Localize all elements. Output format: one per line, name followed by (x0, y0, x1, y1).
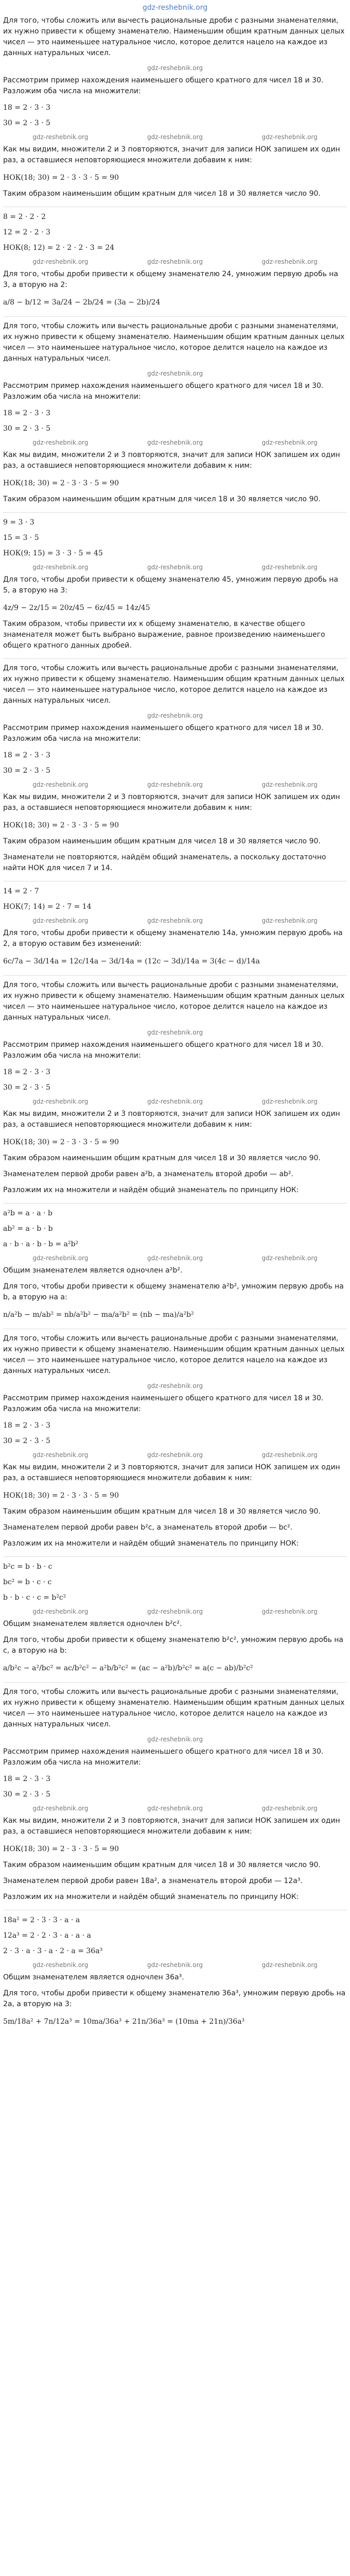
paragraph: Как мы видим, множители 2 и 3 повторяются, значит для записи НОК запишем их один раз, а оставшиеся неповторяющиеся множители добавим к ним: (3, 451, 340, 470)
formula-line: 18a² = 2 · 3 · 3 · a · a (3, 1916, 80, 1924)
paragraph: Рассмотрим пример нахождения наименьшего общего кратного для чисел 18 и 30. Разложим оба числа на множители: (3, 1748, 324, 1767)
paragraph: Рассмотрим пример нахождения наименьшего общего кратного для чисел 18 и 30. Разложим оба числа на множители: (3, 1394, 324, 1413)
watermark: gdz-reshebnik.org (147, 781, 203, 788)
formula-line: 30 = 2 · 3 · 5 (3, 767, 50, 775)
formula-line: 18 = 2 · 3 · 3 (3, 1775, 50, 1783)
formula-line: НОК(18; 30) = 2 · 3 · 3 · 5 = 90 (3, 1492, 119, 1500)
watermark: gdz-reshebnik.org (147, 564, 203, 571)
paragraph: Для того, чтобы сложить или вычесть рациональные дроби с разными знаменателями, их нужно привести к общему знаменателю. Наименьшим общим кратным данных целых чисел — это наименьшее натуральное число, которое делится нацело на каждое из данных натуральных чисел. (3, 664, 345, 705)
formula-line: bc² = b · c · c (3, 1578, 52, 1586)
paragraph: Для того, чтобы дроби привести к общему знаменателю 24, умножим первую дробь на 3, а вторую на 2: (3, 270, 339, 289)
paragraph: Для того, чтобы дроби привести к общему знаменателю 36a³, умножим первую дробь на 2a, а вторую на 3: (3, 1989, 346, 2008)
watermark-row (3, 563, 347, 571)
paragraph: Таким образом наименьшим общим кратным для чисел 18 и 30 является число 90. (3, 1507, 321, 1516)
solution-block (3, 1203, 347, 1321)
paragraph: Для того, чтобы дроби привести к общему знаменателю 45, умножим первую дробь на 5, а вторую на 3: (3, 575, 339, 595)
watermark: gdz-reshebnik.org (32, 781, 89, 788)
paragraph: Как мы видим, множители 2 и 3 повторяются, значит для записи НОК запишем их один раз, а оставшиеся неповторяющиеся множители добавим к ним: (3, 1817, 340, 1836)
solution-block (3, 512, 347, 651)
paragraph: Таким образом наименьшим общим кратным для чисел 18 и 30 является число 90. (3, 1861, 321, 1869)
formula-line: НОК(18; 30) = 2 · 3 · 3 · 5 = 90 (3, 1138, 119, 1146)
paragraph: Таким образом наименьшим общим кратным для чисел 18 и 30 является число 90. (3, 1154, 321, 1162)
watermark-row (3, 781, 347, 789)
watermark: gdz-reshebnik.org (261, 133, 318, 141)
watermark: gdz-reshebnik.org (261, 781, 318, 788)
paragraph: Рассмотрим пример нахождения наименьшего общего кратного для чисел 18 и 30. Разложим оба числа на множители: (3, 724, 324, 743)
watermark: gdz-reshebnik.org (147, 1805, 203, 1812)
formula-line: 30 = 2 · 3 · 5 (3, 1437, 50, 1445)
paragraph: Общим знаменателем является одночлен a²b². (3, 1266, 183, 1275)
paragraph: Как мы видим, множители 2 и 3 повторяются, значит для записи НОК запишем их один раз, а оставшиеся неповторяющиеся множители добавим к ним: (3, 145, 340, 164)
watermark: gdz-reshebnik.org (147, 1451, 203, 1459)
watermark: gdz-reshebnik.org (261, 564, 318, 571)
watermark-row (3, 1254, 347, 1262)
solution-block (3, 1910, 347, 2028)
watermark: gdz-reshebnik.org (147, 133, 203, 141)
paragraph: Для того, чтобы дроби привести к общему знаменателю a²b², умножим первую дробь на b, а вторую на a: (3, 1282, 344, 1301)
watermark: gdz-reshebnik.org (32, 1805, 89, 1812)
formula-line: НОК(7; 14) = 2 · 7 = 14 (3, 903, 92, 911)
paragraph: Разложим их на множители и найдём общий знаменатель по принципу НОК: (3, 1186, 299, 1194)
watermark: gdz-reshebnik.org (147, 258, 203, 265)
formula-line: 30 = 2 · 3 · 5 (3, 119, 50, 127)
watermark: gdz-reshebnik.org (147, 1736, 203, 1743)
watermark: gdz-reshebnik.org (261, 1961, 318, 1969)
paragraph: Для того, чтобы сложить или вычесть рациональные дроби с разными знаменателями, их нужно привести к общему знаменателю. Наименьшим общим кратным данных целых чисел — это наименьшее натуральное число, которое делится нацело на каждое из данных натуральных чисел. (3, 1688, 345, 1728)
formula-line: 30 = 2 · 3 · 5 (3, 1083, 50, 1092)
watermark-row (3, 133, 347, 141)
paragraph: Для того, чтобы сложить или вычесть рациональные дроби с разными знаменателями, их нужно привести к общему знаменателю. Наименьшим общим кратным данных целых чисел — это наименьшее натуральное число, которое делится нацело на каждое из данных натуральных чисел. (3, 322, 345, 363)
watermark-row (3, 258, 347, 266)
formula-line: 12 = 2 · 2 · 3 (3, 228, 50, 236)
watermark: gdz-reshebnik.org (261, 1451, 318, 1459)
formula-line: n/a²b − m/ab² = nb/a²b² − ma/a²b² = (nb − ma)/a²b² (3, 1311, 194, 1319)
paragraph: Разложим их на множители и найдём общий знаменатель по принципу НОК: (3, 1893, 299, 1901)
paragraph: Общим знаменателем является одночлен 36a³. (3, 1973, 184, 1981)
formula-line: 18 = 2 · 3 · 3 (3, 409, 50, 417)
formula-line: 30 = 2 · 3 · 5 (3, 1790, 50, 1799)
watermark: gdz-reshebnik.org (261, 1098, 318, 1105)
paragraph: Для того, чтобы дроби привести к общему знаменателю b²c², умножим первую дробь на c, а вторую на b: (3, 1636, 344, 1655)
watermark: gdz-reshebnik.org (147, 1382, 203, 1389)
paragraph: Таким образом наименьшим общим кратным для чисел 18 и 30 является число 90. (3, 190, 321, 198)
solution-block (3, 881, 347, 968)
formula-line: НОК(18; 30) = 2 · 3 · 3 · 5 = 90 (3, 1845, 119, 1853)
watermark: gdz-reshebnik.org (261, 258, 318, 265)
formula-line: 30 = 2 · 3 · 5 (3, 425, 50, 433)
watermark: gdz-reshebnik.org (261, 1255, 318, 1262)
paragraph: Как мы видим, множители 2 и 3 повторяются, значит для записи НОК запишем их один раз, а оставшиеся неповторяющиеся множители добавим к ним: (3, 1463, 340, 1482)
formula-line: 15 = 3 · 5 (3, 534, 39, 542)
watermark: gdz-reshebnik.org (32, 564, 89, 571)
watermark: gdz-reshebnik.org (32, 917, 89, 924)
watermark: gdz-reshebnik.org (261, 917, 318, 924)
solution-block (3, 658, 347, 874)
solution-block (3, 1329, 347, 1549)
watermark-row (3, 1607, 347, 1616)
watermark: gdz-reshebnik.org (147, 64, 203, 72)
formula-line: НОК(9; 15) = 3 · 3 · 5 = 45 (3, 549, 103, 557)
solution-block (3, 975, 347, 1196)
content (3, 15, 347, 2028)
paragraph: Для того, чтобы сложить или вычесть рациональные дроби с разными знаменателями, их нужно привести к общему знаменателю. Наименьшим общим кратным данных целых чисел — это наименьшее натуральное число, которое делится нацело на каждое из данных натуральных чисел. (3, 1334, 345, 1375)
formula-line: 14 = 2 · 7 (3, 887, 39, 895)
solution-block (3, 15, 347, 199)
formula-line: a/8 − b/12 = 3a/24 − 2b/24 = (3a − 2b)/24 (3, 298, 161, 307)
watermark: gdz-reshebnik.org (261, 439, 318, 446)
solution-block (3, 316, 347, 505)
watermark-row (3, 1097, 347, 1106)
watermark: gdz-reshebnik.org (32, 1961, 89, 1969)
watermark: gdz-reshebnik.org (147, 439, 203, 446)
site-header[interactable]: gdz-reshebnik.org (142, 4, 208, 12)
solution-block (3, 1556, 347, 1675)
paragraph: Разложим их на множители и найдём общий знаменатель по принципу НОК: (3, 1539, 299, 1548)
formula-line: 18 = 2 · 3 · 3 (3, 1068, 50, 1076)
formula-line: 12a³ = 2 · 2 · 3 · a · a · a (3, 1931, 91, 1940)
formula-line: 4z/9 − 2z/15 = 20z/45 − 6z/45 = 14z/45 (3, 604, 150, 612)
paragraph: Таким образом, чтобы привести их к общему знаменателю, в качестве общего знаменателя может быть выбрано выражение, равное произведению наименьшего общего кратного данных дробей. (3, 620, 325, 650)
formula-line: 18 = 2 · 3 · 3 (3, 1421, 50, 1430)
formula-line: b · b · c · c = b²c² (3, 1594, 66, 1602)
paragraph: Знаменателем первой дроби равен 18a², а знаменатель второй дроби — 12a³. (3, 1877, 303, 1885)
paragraph: Для того, чтобы сложить или вычесть рациональные дроби с разными знаменателями, их нужно привести к общему знаменателю. Наименьшим общим кратным данных целых чисел — это наименьшее натуральное число, которое делится нацело на каждое из данных натуральных чисел. (3, 981, 345, 1022)
watermark: gdz-reshebnik.org (32, 258, 89, 265)
watermark: gdz-reshebnik.org (261, 1608, 318, 1615)
watermark-row (3, 1804, 347, 1812)
watermark: gdz-reshebnik.org (32, 439, 89, 446)
paragraph: Рассмотрим пример нахождения наименьшего общего кратного для чисел 18 и 30. Разложим оба числа на множители: (3, 382, 324, 401)
paragraph: Знаменателем первой дроби равен a²b, а знаменатель второй дроби — ab². (3, 1170, 293, 1178)
paragraph: Для того, чтобы сложить или вычесть рациональные дроби с разными знаменателями, их нужно привести к общему знаменателю. Наименьшим общим кратным данных целых чисел — это наименьшее натуральное число, которое делится нацело на каждое из данных натуральных чисел. (3, 16, 345, 57)
paragraph: Как мы видим, множители 2 и 3 повторяются, значит для записи НОК запишем их один раз, а оставшиеся неповторяющиеся множители добавим к ним: (3, 793, 340, 812)
formula-line: НОК(8; 12) = 2 · 2 · 2 · 3 = 24 (3, 244, 115, 252)
formula-line: 9 = 3 · 3 (3, 518, 34, 527)
paragraph: Рассмотрим пример нахождения наименьшего общего кратного для чисел 18 и 30. Разложим оба числа на множители: (3, 1041, 324, 1060)
watermark: gdz-reshebnik.org (147, 1098, 203, 1105)
formula-line: НОК(18; 30) = 2 · 3 · 3 · 5 = 90 (3, 821, 119, 829)
watermark: gdz-reshebnik.org (32, 1098, 89, 1105)
formula-line: НОК(18; 30) = 2 · 3 · 3 · 5 = 90 (3, 479, 119, 487)
formula-line: НОК(18; 30) = 2 · 3 · 3 · 5 = 90 (3, 174, 119, 182)
watermark-row (3, 1451, 347, 1459)
paragraph: Таким образом наименьшим общим кратным для чисел 18 и 30 является число 90. (3, 495, 321, 503)
formula-line: 5m/18a² + 7n/12a³ = 10ma/36a³ + 21n/36a³ = (10ma + 21n)/36a³ (3, 2018, 245, 2026)
watermark: gdz-reshebnik.org (147, 370, 203, 377)
watermark: gdz-reshebnik.org (147, 1255, 203, 1262)
watermark: gdz-reshebnik.org (32, 1451, 89, 1459)
watermark: gdz-reshebnik.org (147, 1608, 203, 1615)
paragraph: Таким образом наименьшим общим кратным для чисел 18 и 30 является число 90. (3, 837, 321, 845)
paragraph: Знаменатели не повторяются, найдём общий знаменатель, а поскольку достаточно найти НОК для чисел 7 и 14. (3, 853, 326, 872)
formula-line: 6c/7a − 3d/14a = 12c/14a − 3d/14a = (12c − 3d)/14a = 3(4c − d)/14a (3, 957, 260, 965)
watermark: gdz-reshebnik.org (147, 712, 203, 719)
watermark-row (3, 917, 347, 925)
paragraph: Общим знаменателем является одночлен b²c². (3, 1620, 182, 1628)
watermark: gdz-reshebnik.org (32, 1255, 89, 1262)
formula-line: b²c = b · b · c (3, 1563, 52, 1571)
watermark: gdz-reshebnik.org (261, 1805, 318, 1812)
formula-line: 2 · 3 · a · 3 · a · 2 · a = 36a³ (3, 1947, 103, 1955)
solution-block (3, 207, 347, 309)
paragraph: Рассмотрим пример нахождения наименьшего общего кратного для чисел 18 и 30. Разложим оба числа на множители: (3, 76, 324, 95)
formula-line: a · b · a · b · b = a²b² (3, 1240, 79, 1248)
formula-line: 18 = 2 · 3 · 3 (3, 104, 50, 112)
watermark: gdz-reshebnik.org (147, 1961, 203, 1969)
watermark: gdz-reshebnik.org (147, 917, 203, 924)
watermark: gdz-reshebnik.org (32, 1608, 89, 1615)
formula-line: a²b = a · a · b (3, 1209, 52, 1217)
watermark: gdz-reshebnik.org (32, 133, 89, 141)
formula-line: 8 = 2 · 2 · 2 (3, 213, 46, 221)
watermark-row (3, 1961, 347, 1969)
solution-block (3, 1682, 347, 1903)
paragraph: Знаменателем первой дроби равен b²c, а знаменатель второй дроби — bc². (3, 1523, 293, 1532)
formula-line: a/b²c − a²/bc² = ac/b²c² − a²b/b²c² = (ac − a²b)/b²c² = a(c − ab)/b²c² (3, 1664, 253, 1672)
paragraph: Для того, чтобы дроби привести к общему знаменателю 14a, умножим первую дробь на 2, а вторую оставим без изменений: (3, 929, 343, 948)
formula-line: ab² = a · b · b (3, 1225, 53, 1233)
watermark: gdz-reshebnik.org (147, 1029, 203, 1036)
watermark-row (3, 438, 347, 447)
paragraph: Как мы видим, множители 2 и 3 повторяются, значит для записи НОК запишем их один раз, а оставшиеся неповторяющиеся множители добавим к ним: (3, 1110, 340, 1129)
formula-line: 18 = 2 · 3 · 3 (3, 751, 50, 759)
